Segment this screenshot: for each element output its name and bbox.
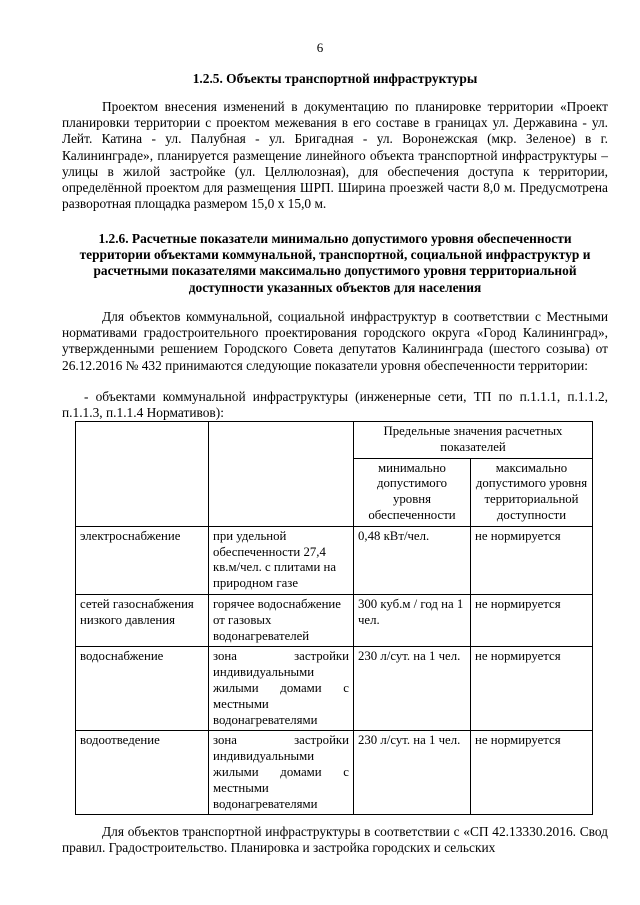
row-min-value: 230 л/сут. на 1 чел. bbox=[354, 731, 471, 815]
header-limit-values: Предельные значения расчетных показателей bbox=[354, 422, 593, 459]
indicators-table bbox=[75, 421, 593, 815]
row-name: сетей газоснабжения низкого давления bbox=[76, 594, 209, 646]
row-min-value: 230 л/сут. на 1 чел. bbox=[354, 647, 471, 731]
row-condition: зона застройки индивидуальными жилыми домами с местными водонагревателями bbox=[209, 647, 354, 731]
section-heading-indicators: 1.2.6. Расчетные показатели минимально допустимого уровня обеспеченности территории объектами коммунальной, транспортной, социальной инфраструктур и расчетными показателями максимально допустимого уровня территориальной доступности указанных объектов для населения bbox=[79, 231, 591, 295]
section-heading-transport: 1.2.5. Объекты транспортной инфраструктуры bbox=[192, 71, 478, 86]
row-max-value: не нормируется bbox=[471, 647, 593, 731]
row-name: водоснабжение bbox=[76, 647, 209, 731]
bullet-communal-infrastructure: - объектами коммунальной инфраструктуры (инженерные сети, ТП по п.1.1.1, п.1.1.2, п.1.1.3, п.1.1.4 Нормативов): bbox=[62, 389, 608, 421]
paragraph-transport-project: Проектом внесения изменений в документацию по планировке территории «Проект планировки территории с проектом межевания в его составе в границах ул. Державина - ул. Лейт. Катина - ул. Палубная - ул. Бригадная - ул. Воронежская (мкр. Зеленое) в г. Калининграде», планируется размещение линейного объекта транспортной инфраструктуры – улицы в жилой застройке (ул. Целлюлозная), для обеспечения доступа к территории, определённой проектом для размещения ШРП. Ширина проезжей части 8,0 м. Предусмотрена разворотная площадка размером 15,0 х 15,0 м. bbox=[62, 99, 608, 212]
header-max-level: максимально допустимого уровня территориальной доступности bbox=[471, 458, 593, 526]
paragraph-transport-norms: Для объектов транспортной инфраструктуры в соответствии с «СП 42.13330.2016. Свод правил. Градостроительство. Планировка и застройка городских и сельских bbox=[62, 824, 608, 856]
table-row bbox=[76, 731, 593, 815]
row-name: электроснабжение bbox=[76, 526, 209, 594]
row-min-value: 300 куб.м / год на 1 чел. bbox=[354, 594, 471, 646]
row-condition: при удельной обеспеченности 27,4 кв.м/чел. с плитами на природном газе bbox=[209, 526, 354, 594]
header-min-level: минимально допустимого уровня обеспеченности bbox=[354, 458, 471, 526]
row-name: водоотведение bbox=[76, 731, 209, 815]
header-empty-cell bbox=[209, 422, 354, 527]
row-max-value: не нормируется bbox=[471, 731, 593, 815]
table-row bbox=[76, 526, 593, 594]
paragraph-norms: Для объектов коммунальной, социальной инфраструктур в соответствии с Местными нормативами градостроительного проектирования городского округа «Город Калининград», утвержденными решением Городского Совета депутатов Калининграда (шестого созыва) от 26.12.2016 № 432 принимаются следующие показатели уровня обеспеченности территории: bbox=[62, 309, 608, 373]
table-header-row bbox=[76, 422, 593, 459]
header-empty-cell bbox=[76, 422, 209, 527]
row-max-value: не нормируется bbox=[471, 526, 593, 594]
row-max-value: не нормируется bbox=[471, 594, 593, 646]
row-min-value: 0,48 кВт/чел. bbox=[354, 526, 471, 594]
row-condition: зона застройки индивидуальными жилыми домами с местными водонагревателями bbox=[209, 731, 354, 815]
page-number: 6 bbox=[316, 40, 324, 55]
table-row bbox=[76, 647, 593, 731]
table-row bbox=[76, 594, 593, 646]
row-condition: горячее водоснабжение от газовых водонагревателей bbox=[209, 594, 354, 646]
